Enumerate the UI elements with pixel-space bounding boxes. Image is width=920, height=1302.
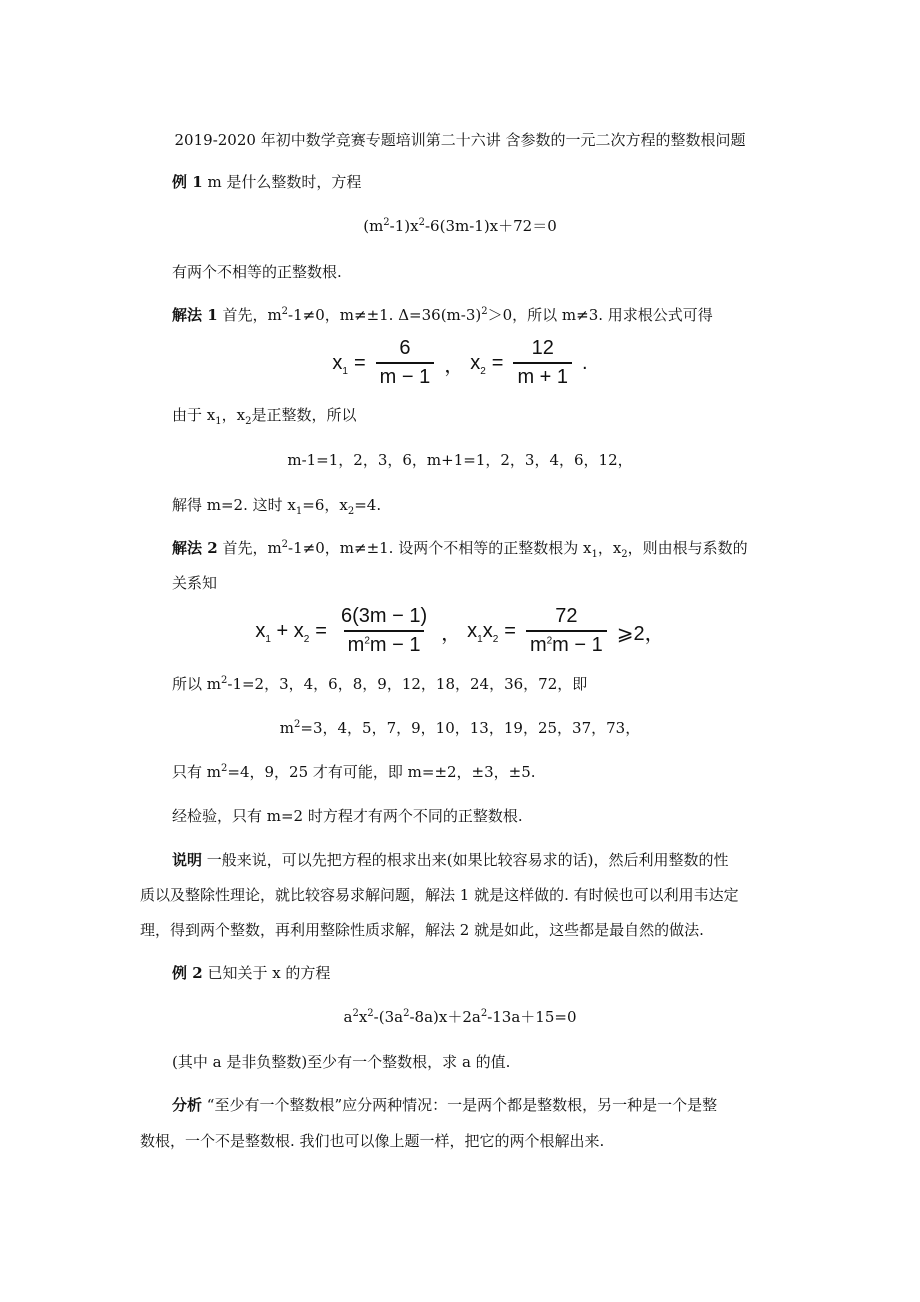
solution-2-check: 经检验，只有 m=2 时方程才有两个不同的正整数根. xyxy=(172,807,523,825)
example-1-condition: 有两个不相等的正整数根. xyxy=(172,263,342,281)
example-2-condition: (其中 a 是非负整数)至少有一个整数根，求 a 的值. xyxy=(172,1053,511,1071)
note-line-3: 理，得到两个整数，再利用整除性质求解，解法 2 就是如此，这些都是最自然的做法. xyxy=(140,921,704,939)
analysis-line-2: 数根，一个不是整数根. 我们也可以像上题一样，把它的两个根解出来. xyxy=(140,1132,605,1150)
example-2-header: 例 2 已知关于 x 的方程 xyxy=(172,964,331,982)
equation-1: $(m^2-1)x^2-6(3m-1)x+72=0$ xyxy=(363,217,557,235)
solution-2-so: 所以 $m^2-1=2$，3，4，6，8，9，12，18，24，36，72，即 xyxy=(172,675,588,693)
solution-1-label: 解法 1 xyxy=(172,306,218,324)
solution-2-only: 只有 $m^2=4$，9，25 才有可能，即 m=±2，±3，±5. xyxy=(172,763,536,781)
vieta-formula: $x_1 + x_2$ = $\frac{6(3m - 1)}{m^2m - 1}$ ， $x_1x_2$ = $\frac{72}{m^2m - 1}$ ⩾2， xyxy=(255,605,665,656)
root-formula: $x_1$ = $\frac{6}{m - 1}$ ， $x_2$ = $\frac{12}{m + 1}$ . xyxy=(332,337,588,388)
page-title: 2019-2020 年初中数学竞赛专题培训第二十六讲 含参数的一元二次方程的整数根问题 xyxy=(174,131,746,149)
example-1-label: 例 1 xyxy=(172,173,203,191)
analysis-line-1: 分析 “至少有一个整数根”应分两种情况：一是两个都是整数根，另一种是一个是整 xyxy=(172,1096,718,1114)
note-line-1: 说明 一般来说，可以先把方程的根求出来(如果比较容易求的话)，然后利用整数的性 xyxy=(172,851,729,869)
note-line-2: 质以及整除性理论，就比较容易求解问题，解法 1 就是这样做的. 有时候也可以利用韦达定 xyxy=(140,886,739,904)
equation-2: $a^2x^2-(3a^2-8a)x+2a^2-13a+15=0$ xyxy=(343,1008,577,1026)
solution-1-list: m-1=1，2，3，6，m+1=1，2，3，4，6，12， xyxy=(287,451,633,469)
solution-1-since: 由于 $x_1$，$x_2$是正整数，所以 xyxy=(172,406,357,427)
analysis-label: 分析 xyxy=(172,1096,203,1114)
solution-2-m2-list: $m^2=3$，4，5，7，9，10，13，19，25，37，73， xyxy=(279,719,641,737)
solution-2-label: 解法 2 xyxy=(172,539,218,557)
example-1-header: 例 1 m 是什么整数时，方程 xyxy=(172,173,362,191)
solution-2-intro: 解法 2 首先，$m^2-1\ne 0$，m≠±1. 设两个不相等的正整数根为 $x_1$，$x_2$，则由根与系数的 xyxy=(172,539,748,560)
note-label: 说明 xyxy=(172,851,203,869)
solution-1-result: 解得 m=2. 这时 $x_1=6$，$x_2=4$. xyxy=(172,496,382,517)
solution-1-intro: 解法 1 首先，$m^2-1\ne 0$，m≠±1. $\Delta=36(m-3)^2>0$，所以 m≠3. 用求根公式可得 xyxy=(172,306,713,324)
example-2-label: 例 2 xyxy=(172,964,203,982)
solution-2-intro-cont: 关系知 xyxy=(172,574,218,592)
